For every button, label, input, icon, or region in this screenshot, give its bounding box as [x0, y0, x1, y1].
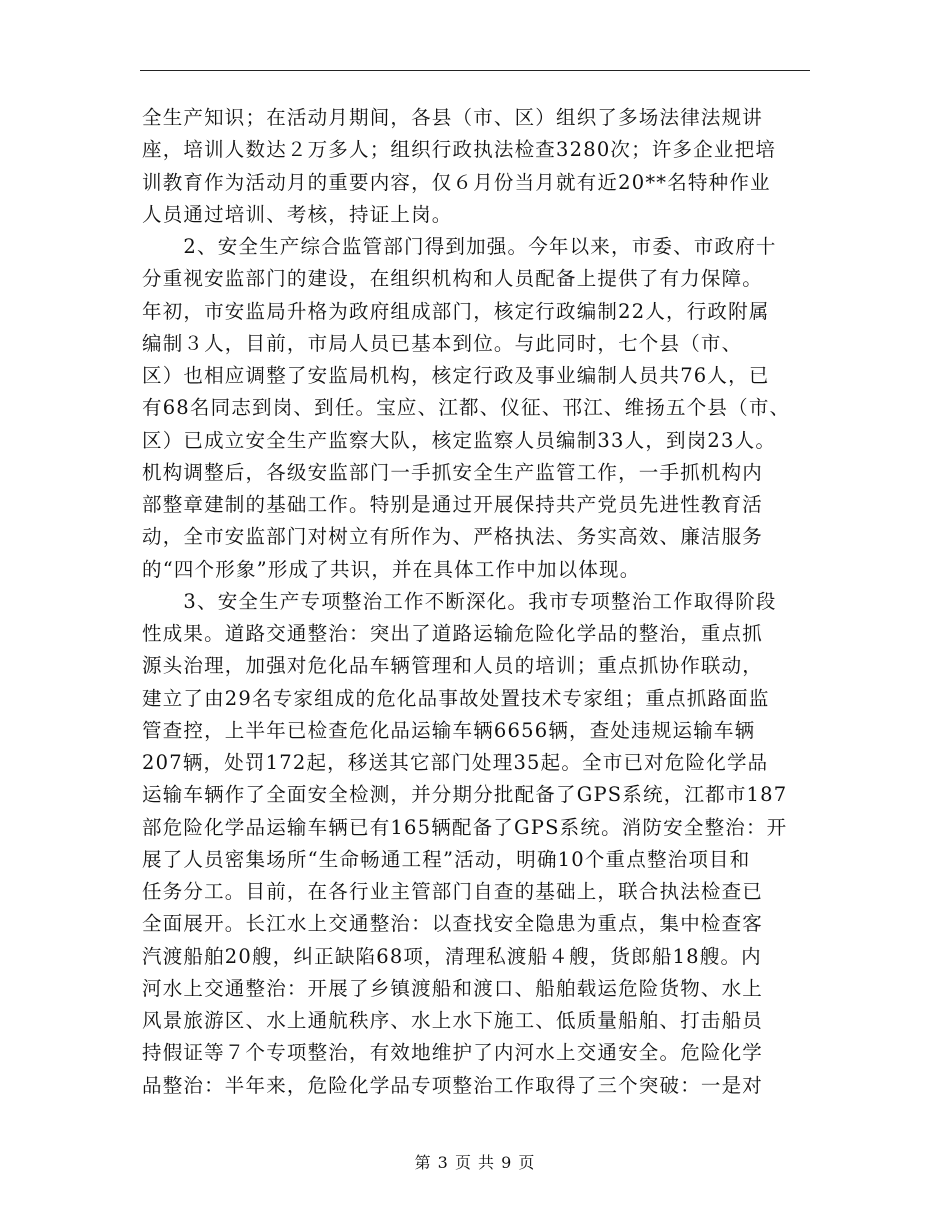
- text-line: 建立了由29名专家组成的危化品事故处置技术专家组；重点抓路面监: [142, 686, 770, 710]
- text-line: 动，全市安监部门对树立有所作为、严格执法、务实高效、廉洁服务: [142, 525, 764, 549]
- text-line: 源头治理，加强对危化品车辆管理和人员的培训；重点抓协作联动，: [142, 654, 764, 678]
- text-line: 的“四个形象”形成了共识，并在具体工作中加以体现。: [142, 557, 641, 581]
- text-line: 全面展开。长江水上交通整治：以查找安全隐患为重点，集中检查客: [142, 912, 764, 936]
- body-text: [142, 102, 810, 1102]
- text-line: 座，培训人数达２万多人；组织行政执法检查3280次；许多企业把培: [142, 138, 777, 162]
- text-line: 有68名同志到岗、到任。宝应、江都、仪征、邗江、维扬五个县（市、: [142, 396, 791, 420]
- text-line: 管查控，上半年已检查危化品运输车辆6656辆，查处违规运输车辆: [142, 718, 756, 742]
- text-line: 展了人员密集场所“生命畅通工程”活动，明确10个重点整治项目和: [142, 847, 751, 871]
- text-line: 河水上交通整治：开展了乡镇渡船和渡口、船舶载运危险货物、水上: [142, 976, 764, 1000]
- text-line: 2、安全生产综合监管部门得到加强。今年以来，市委、市政府十: [142, 235, 777, 258]
- text-line: 编制３人，目前，市局人员已基本到位。与此同时，七个县（市、: [142, 331, 743, 355]
- text-line: 汽渡船舶20艘，纠正缺陷68项，清理私渡船４艘，货郎船18艘。内: [142, 944, 762, 968]
- text-line: 区）已成立安全生产监察大队，核定监察人员编制33人，到岗23人。: [142, 428, 777, 452]
- text-line: 区）也相应调整了安监局机构，核定行政及事业编制人员共76人，已: [142, 364, 770, 387]
- text-line: 持假证等７个专项整治，有效地维护了内河水上交通安全。危险化学: [142, 1041, 764, 1065]
- page-number: 第 3 页 共 9 页: [414, 1153, 536, 1172]
- text-line: 年初，市安监局升格为政府组成部门，核定行政编制22人，行政附属: [142, 299, 770, 323]
- text-line: 部整章建制的基础工作。特别是通过开展保持共产党员先进性教育活: [142, 493, 764, 516]
- text-line: 品整治：半年来，危险化学品专项整治工作取得了三个突破：一是对: [142, 1073, 764, 1097]
- text-line: 人员通过培训、考核，持证上岗。: [142, 202, 453, 226]
- text-line: 任务分工。目前，在各行业主管部门自查的基础上，联合执法检查已: [142, 880, 764, 903]
- text-line: 分重视安监部门的建设，在组织机构和人员配备上提供了有力保障。: [142, 267, 764, 291]
- text-line: 机构调整后，各级安监部门一手抓安全生产监管工作，一手抓机构内: [142, 460, 764, 484]
- text-line: 训教育作为活动月的重要内容，仅６月份当月就有近20**名特种作业: [142, 170, 771, 194]
- text-line: 风景旅游区、水上通航秩序、水上水下施工、低质量船舶、打击船员: [142, 1009, 764, 1032]
- text-line: 运输车辆作了全面安全检测，并分期分批配备了GPS系统，江都市187: [142, 783, 788, 807]
- text-line: 207辆，处罚172起，移送其它部门处理35起。全市已对危险化学品: [142, 751, 769, 774]
- text-line: 3、安全生产专项整治工作不断深化。我市专项整治工作取得阶段: [142, 589, 777, 613]
- text-line: 部危险化学品运输车辆已有165辆配备了GPS系统。消防安全整治：开: [142, 815, 788, 839]
- text-line: 全生产知识；在活动月期间，各县（市、区）组织了多场法律法规讲: [142, 106, 764, 129]
- header-rule: [140, 70, 810, 71]
- text-line: 性成果。道路交通整治：突出了道路运输危险化学品的整治，重点抓: [142, 622, 764, 645]
